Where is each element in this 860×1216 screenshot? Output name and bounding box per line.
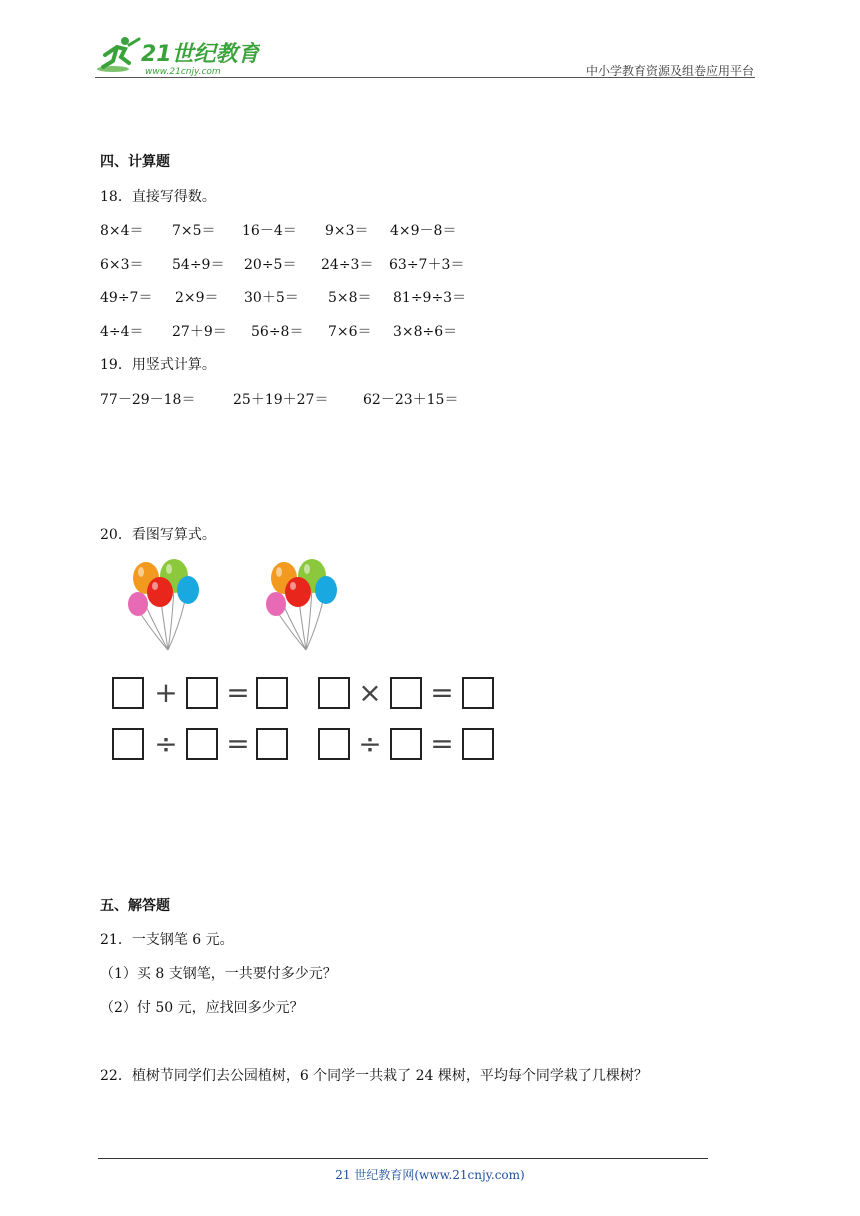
answer-box[interactable] [462,728,494,760]
q21-sub2: （2）付 50 元，应找回多少元？ [100,1000,304,1016]
q20-prompt: 20．看图写算式。 [100,527,216,543]
q18-item: 30＋5＝ [244,290,299,306]
q18-item: 63÷7＋3＝ [389,257,465,273]
answer-box[interactable] [318,677,350,709]
section-4-title: 四、计算题 [100,154,170,170]
answer-box[interactable] [256,677,288,709]
q19-item: 25＋19＋27＝ [233,392,329,408]
svg-text:www.21cnjy.com: www.21cnjy.com [145,67,221,77]
footer-divider [98,1158,708,1159]
q18-item: 49÷7＝ [100,290,153,306]
equation-row-2 [112,728,502,762]
equals-sign: = [430,727,454,760]
plus-sign: + [154,676,178,709]
answer-box[interactable] [390,728,422,760]
q22-prompt: 22．植树节同学们去公园植树，6 个同学一共栽了 24 棵树，平均每个同学栽了几棵树？ [100,1068,648,1084]
divide-sign: ÷ [154,727,178,760]
q19-item: 62－23＋15＝ [363,392,459,408]
answer-box[interactable] [186,677,218,709]
equals-sign: = [226,727,250,760]
q18-item: 2×9＝ [175,290,219,306]
answer-box[interactable] [186,728,218,760]
balloon-bunch-image [262,554,342,654]
svg-text:21世纪教育: 21世纪教育 [141,42,260,67]
q18-item: 7×6＝ [328,324,372,340]
footer-link[interactable]: 21 世纪教育网(www.21cnjy.com) [335,1168,525,1182]
answer-box[interactable] [462,677,494,709]
q18-item: 5×8＝ [328,290,372,306]
header-platform-text: 中小学教育资源及组卷应用平台 [585,64,754,78]
q18-item: 54÷9＝ [172,257,225,273]
equals-sign: = [430,676,454,709]
equation-row-1 [112,677,502,711]
equals-sign: = [226,676,250,709]
q18-item: 56÷8＝ [251,324,304,340]
q18-item: 6×3＝ [100,257,144,273]
times-sign: × [358,676,382,709]
q18-item: 4÷4＝ [100,324,144,340]
q18-item: 8×4＝ [100,223,144,239]
answer-box[interactable] [318,728,350,760]
answer-box[interactable] [112,728,144,760]
q18-item: 9×3＝ [325,223,369,239]
answer-box[interactable] [112,677,144,709]
q18-item: 7×5＝ [172,223,216,239]
header-divider [95,77,755,78]
q18-item: 81÷9÷3＝ [393,290,467,306]
q18-item: 24÷3＝ [321,257,374,273]
q18-item: 27＋9＝ [172,324,227,340]
q19-item: 77－29－18＝ [100,392,196,408]
site-logo [95,33,260,78]
answer-box[interactable] [256,728,288,760]
q18-item: 20÷5＝ [244,257,297,273]
q18-item: 4×9－8＝ [390,223,457,239]
q21-prompt: 21．一支钢笔 6 元。 [100,932,234,948]
answer-box[interactable] [390,677,422,709]
divide-sign: ÷ [358,727,382,760]
balloons-icon [262,554,342,654]
q19-prompt: 19．用竖式计算。 [100,357,216,373]
section-5-title: 五、解答题 [100,898,170,914]
q21-sub1: （1）买 8 支钢笔，一共要付多少元？ [100,966,337,982]
q18-item: 3×8÷6＝ [393,324,458,340]
runner-logo-icon [95,33,260,78]
balloons-icon [124,554,204,654]
q18-prompt: 18．直接写得数。 [100,189,216,205]
balloon-bunch-image [124,554,204,654]
q18-item: 16－4＝ [242,223,297,239]
